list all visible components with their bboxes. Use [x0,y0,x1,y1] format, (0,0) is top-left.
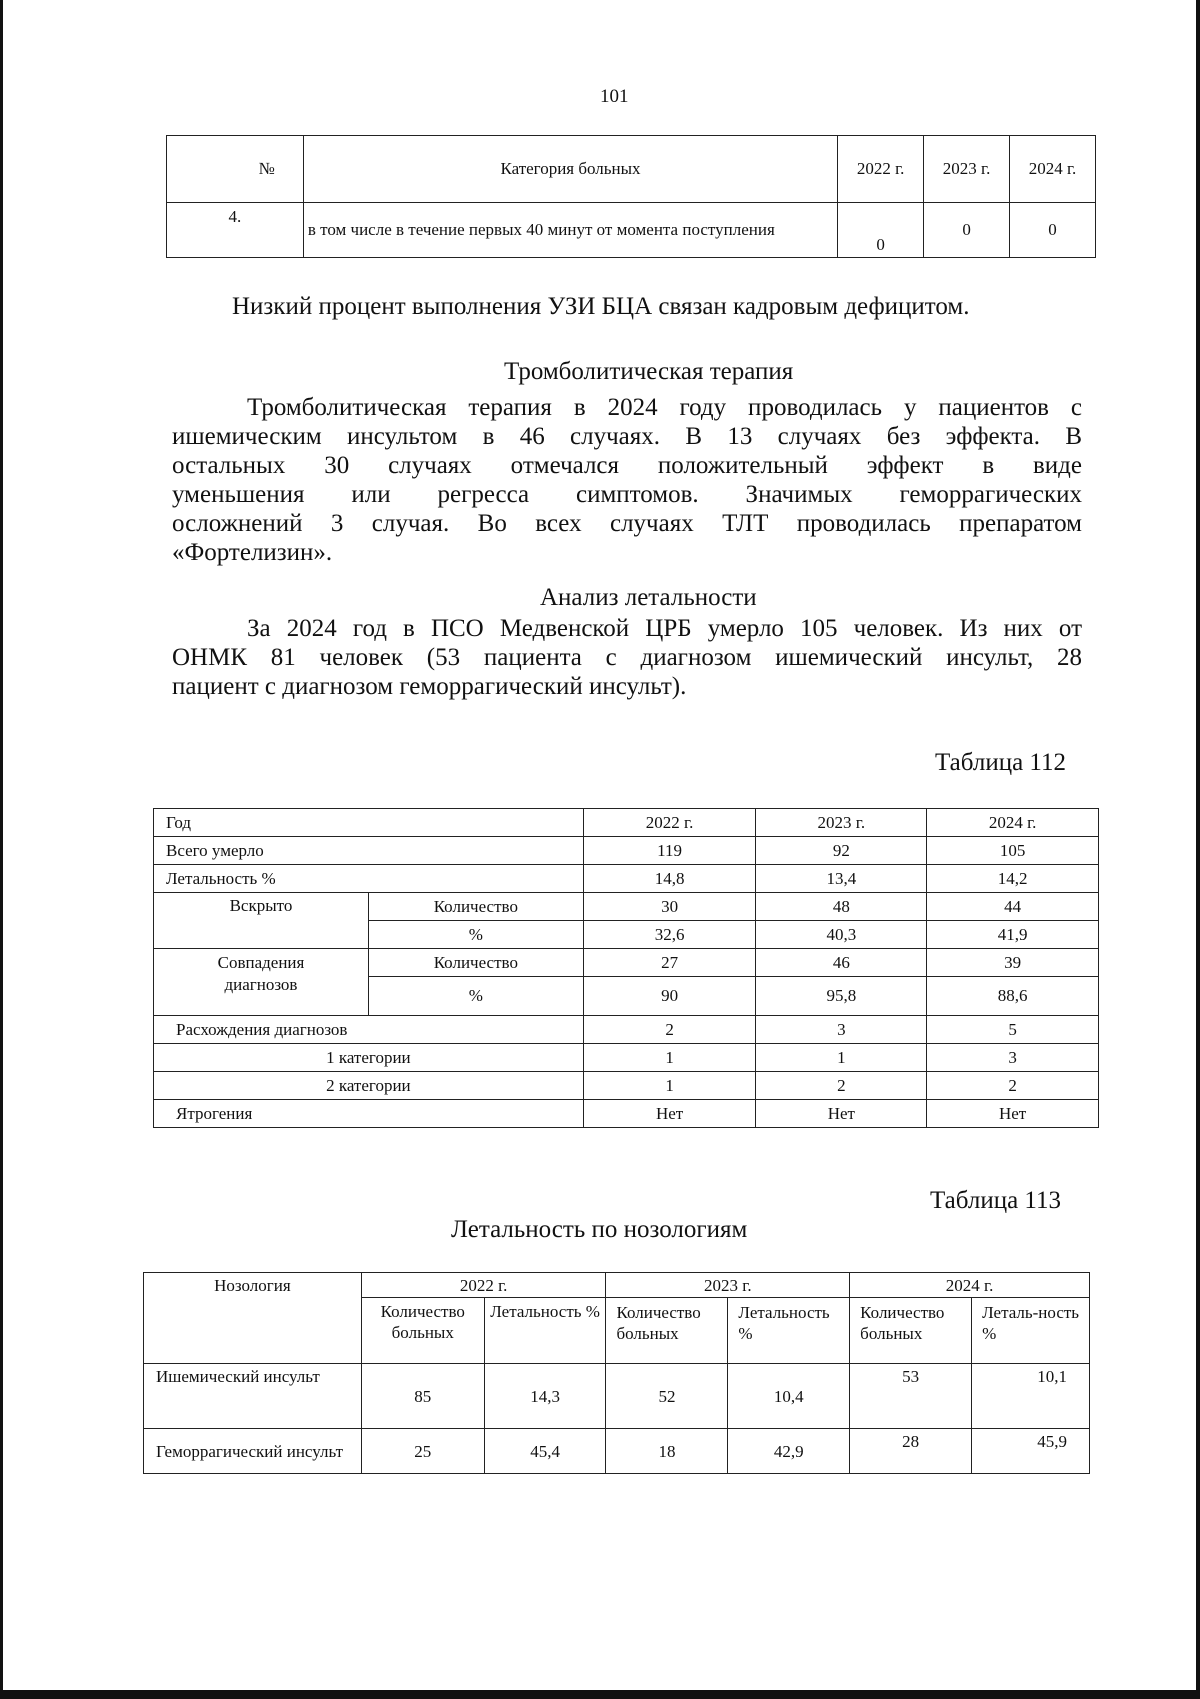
header-category: Категория больных [303,136,837,203]
cell-value: 95,8 [756,977,927,1016]
cell-value: 45,4 [484,1429,606,1474]
table-row [154,949,1099,977]
lethality-header: Летальность % [484,1298,606,1364]
cell-value: 52 [606,1364,728,1429]
count-label: Количество [368,949,583,977]
mortality-table-112 [153,808,1099,1128]
uzi-note: Низкий процент выполнения УЗИ БЦА связан кадровым дефицитом. [232,293,970,320]
cell-value: Нет [583,1100,756,1128]
lethality-header: Летальность % [728,1298,850,1364]
paragraph-line: ОНМК 81 человек (53 пациента с диагнозом ишемический инсульт, 28 [172,644,1082,671]
cell-value: 88,6 [927,977,1099,1016]
cell-value: 1 [583,1044,756,1072]
row-category: в том числе в течение первых 40 минут от момента поступления [303,203,837,258]
table-113-title: Летальность по нозологиям [451,1216,748,1243]
table-112-label: Таблица 112 [935,749,1066,776]
cell-value: 44 [927,893,1099,921]
cell-value: 105 [927,837,1099,865]
cell-value: 45,9 [972,1429,1090,1474]
table-row [144,1364,1090,1429]
cell-value: 25 [361,1429,484,1474]
cell-value: 3 [756,1016,927,1044]
table-row [154,837,1099,865]
paragraph-line: пациент с диагнозом геморрагический инсульт). [172,673,687,700]
cell-value: 10,4 [728,1364,850,1429]
row-value-2023: 0 [924,203,1010,258]
table-header-row [144,1273,1090,1298]
cell-value: 30 [583,893,756,921]
mortality-heading: Анализ летальности [540,584,757,611]
year-label: Год [154,809,584,837]
nosology-header: Нозология [144,1273,362,1364]
cell-value: 1 [756,1044,927,1072]
cell-value: 28 [850,1429,972,1474]
cell-value: 27 [583,949,756,977]
year-2022: 2022 г. [583,809,756,837]
table-row [154,1044,1099,1072]
cell-value: 42,9 [728,1429,850,1474]
cell-value: 92 [756,837,927,865]
cell-value: 14,3 [484,1364,606,1429]
cell-value: 40,3 [756,921,927,949]
count-header: Количество больных [361,1298,484,1364]
cell-value: Нет [756,1100,927,1128]
page-border-right [1196,0,1200,1699]
table-row [154,1072,1099,1100]
paragraph-line: «Фортелизин». [172,539,333,566]
table-row [154,1016,1099,1044]
page-border-left [0,0,3,1699]
discrepancy-label: Расхождения диагнозов [154,1016,584,1044]
cell-value: 90 [583,977,756,1016]
total-deaths-label: Всего умерло [154,837,584,865]
table-row [154,865,1099,893]
header-2023: 2023 г. [924,136,1010,203]
year-header-2022: 2022 г. [361,1273,606,1298]
cell-value: 53 [850,1364,972,1429]
year-2023: 2023 г. [756,809,927,837]
paragraph-line: ишемическим инсультом в 46 случаях. В 13 случаях без эффекта. В [172,423,1082,450]
header-2022: 2022 г. [838,136,924,203]
paragraph-line: Тромболитическая терапия в 2024 году проводилась у пациентов с [247,394,1082,421]
table-row [167,203,1096,258]
table-header-row [167,136,1096,203]
cell-value: 18 [606,1429,728,1474]
paragraph-line: За 2024 год в ПСО Медвенской ЦРБ умерло 105 человек. Из них от [247,615,1082,642]
header-2024: 2024 г. [1010,136,1096,203]
cell-value: 41,9 [927,921,1099,949]
cell-value: 39 [927,949,1099,977]
nosology-lethality-table-113 [143,1272,1090,1474]
cell-value: Нет [927,1100,1099,1128]
category-1-label: 1 категории [154,1044,584,1072]
cell-value: 2 [583,1016,756,1044]
nosology-name: Геморрагический инсульт [144,1429,362,1474]
row-number: 4. [167,203,304,258]
mortality-paragraph [172,614,1082,701]
count-label: Количество [368,893,583,921]
table-row [144,1429,1090,1474]
cell-value: 2 [927,1072,1099,1100]
paragraph-line: осложнений 3 случая. Во всех случаях ТЛТ проводилась препаратом [172,510,1082,537]
cell-value: 14,2 [927,865,1099,893]
header-number: № [167,136,304,203]
cell-value: 10,1 [972,1364,1090,1429]
paragraph-line: остальных 30 случаях отмечался положительный эффект в виде [172,452,1082,479]
patient-category-table [166,135,1096,258]
diagnosis-match-label: Совпадения диагнозов [154,949,369,1016]
page-border-bottom [0,1690,1200,1699]
year-header-2024: 2024 г. [850,1273,1090,1298]
year-header-2023: 2023 г. [606,1273,850,1298]
category-2-label: 2 категории [154,1072,584,1100]
page-number: 101 [600,86,629,107]
table-row [154,1100,1099,1128]
nosology-name: Ишемический инсульт [144,1364,362,1429]
cell-value: 119 [583,837,756,865]
thrombolysis-paragraph [172,393,1082,567]
lethality-header: Леталь-ность % [972,1298,1090,1364]
cell-value: 1 [583,1072,756,1100]
cell-value: 32,6 [583,921,756,949]
cell-value: 46 [756,949,927,977]
count-header: Количество больных [850,1298,972,1364]
table-row [154,809,1099,837]
row-value-2024: 0 [1010,203,1096,258]
percent-label: % [368,921,583,949]
table-row [154,893,1099,921]
cell-value: 85 [361,1364,484,1429]
cell-value: 14,8 [583,865,756,893]
row-value-2022: 0 [838,203,924,258]
cell-value: 3 [927,1044,1099,1072]
lethality-label: Летальность % [154,865,584,893]
cell-value: 5 [927,1016,1099,1044]
autopsy-label: Вскрыто [154,893,369,949]
iatrogeny-label: Ятрогения [154,1100,584,1128]
thrombolysis-heading: Тромболитическая терапия [504,358,794,385]
paragraph-line: уменьшения или регресса симптомов. Значимых геморрагических [172,481,1082,508]
year-2024: 2024 г. [927,809,1099,837]
count-header: Количество больных [606,1298,728,1364]
table-113-label: Таблица 113 [930,1187,1061,1214]
cell-value: 13,4 [756,865,927,893]
cell-value: 2 [756,1072,927,1100]
percent-label: % [368,977,583,1016]
cell-value: 48 [756,893,927,921]
